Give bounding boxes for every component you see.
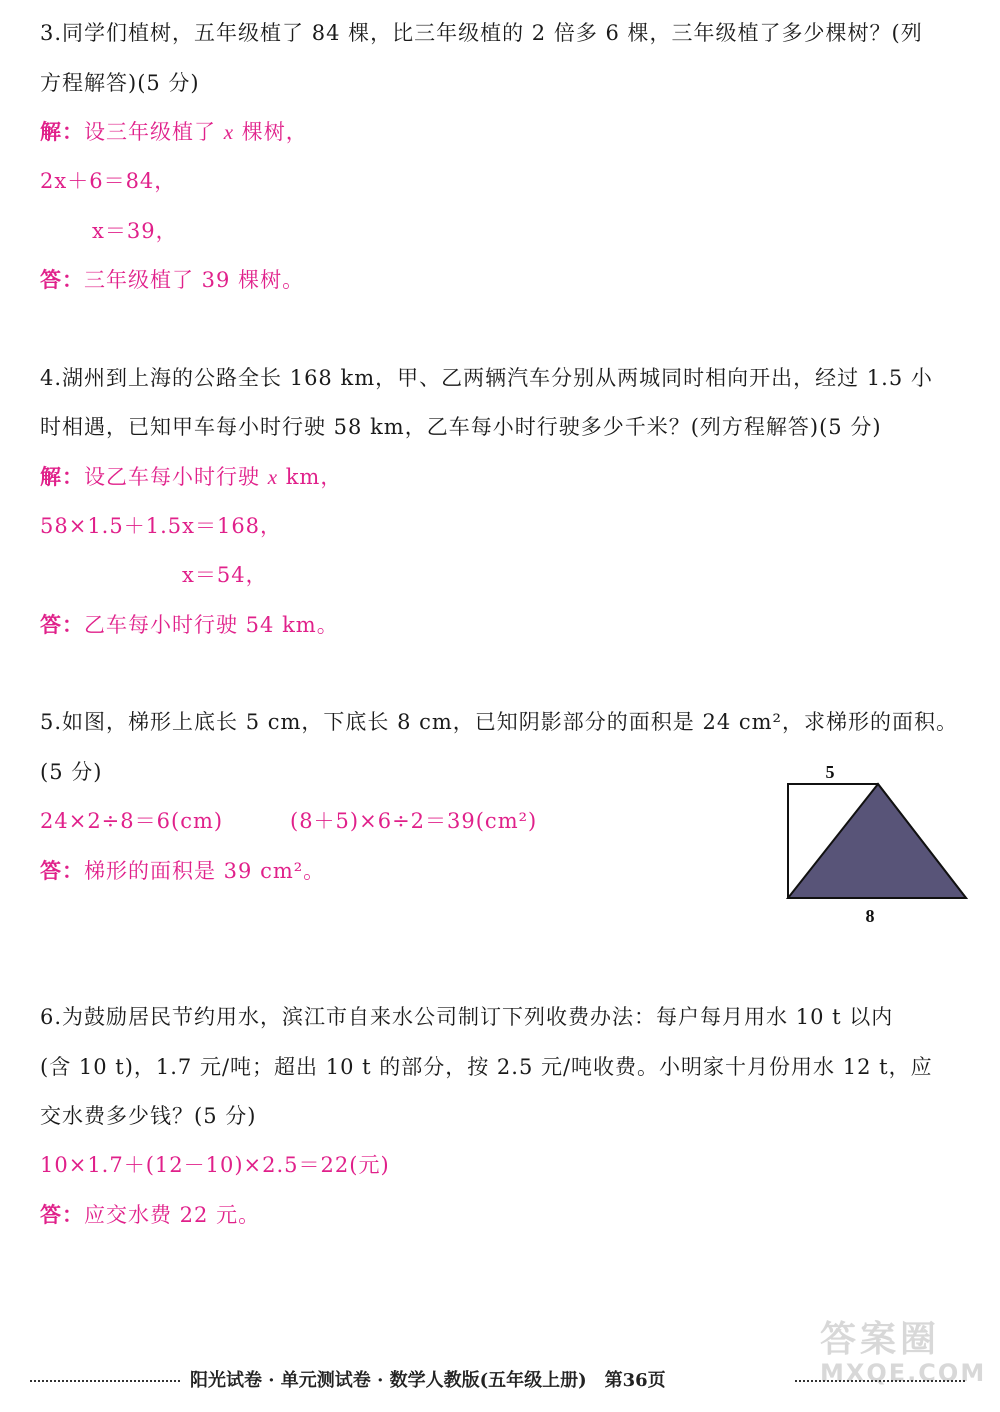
- q6-answer-equation: 10×1.7＋(12－10)×2.5＝22(元): [40, 1153, 390, 1177]
- q6-answer-conclusion: [40, 1200, 260, 1230]
- watermark-logo-text: 答案圈: [820, 1319, 941, 1360]
- answer-variable: x: [267, 465, 279, 489]
- figure-bottom-label: 8: [865, 906, 875, 926]
- answer-label: 解：: [40, 464, 84, 489]
- q3-line-2: 方程解答)(5 分): [40, 71, 200, 95]
- q5-answer-conclusion: [40, 856, 325, 886]
- footer-divider-right: [795, 1380, 965, 1382]
- answer-label: 答：: [40, 267, 84, 292]
- answer-text: 梯形的面积是 39 cm²。: [84, 859, 326, 883]
- q3-answer-solution: x＝39，: [92, 219, 178, 243]
- q5-answer-area: (8＋5)×6÷2＝39(cm²): [290, 809, 538, 833]
- q6-line-3: 交水费多少钱？(5 分): [40, 1104, 257, 1128]
- footer-text: 阳光试卷 · 单元测试卷 · 数学人教版(五年级上册) 第36页: [190, 1370, 666, 1391]
- q6-line-1: 6.为鼓励居民节约用水，滨江市自来水公司制订下列收费办法：每户每月用水 10 t 以内: [40, 1005, 894, 1029]
- answer-text: 乙车每小时行驶 54 km。: [84, 613, 339, 637]
- q4-line-2: 时相遇，已知甲车每小时行驶 58 km，乙车每小时行驶多少千米？(列方程解答)(5 分): [40, 415, 882, 439]
- q4-answer-setup: [40, 462, 342, 492]
- q4-line-1: 4.湖州到上海的公路全长 168 km，甲、乙两辆汽车分别从两城同时相向开出，经过 1.5 小: [40, 366, 933, 390]
- q4-answer-solution: x＝54，: [182, 563, 268, 587]
- answer-text: 应交水费 22 元。: [84, 1203, 261, 1227]
- q4-answer-equation: 58×1.5＋1.5x＝168，: [40, 514, 283, 538]
- q5-answer-height: 24×2÷8＝6(cm): [40, 809, 224, 833]
- answer-text: 设三年级植了: [84, 120, 224, 144]
- q5-line-2: (5 分): [40, 760, 103, 784]
- q6-line-2: (含 10 t)，1.7 元/吨；超出 10 t 的部分，按 2.5 元/吨收费。小明家十月份用水 12 t，应: [40, 1055, 933, 1079]
- watermark-url: MXQE.COM: [820, 1359, 987, 1387]
- answer-variable: x: [223, 120, 235, 144]
- q4-answer-conclusion: [40, 610, 339, 640]
- answer-label: 答：: [40, 612, 84, 637]
- q5-line-1: 5.如图，梯形上底长 5 cm，下底长 8 cm，已知阴影部分的面积是 24 cm²，求梯形的面积。: [40, 710, 958, 734]
- figure-top-label: 5: [825, 762, 835, 782]
- footer-divider-left: [30, 1380, 180, 1382]
- answer-label: 解：: [40, 119, 84, 144]
- answer-label: 答：: [40, 1202, 84, 1227]
- answer-label: 答：: [40, 858, 84, 883]
- page-footer: [30, 1366, 970, 1396]
- answer-text: 三年级植了 39 棵树。: [84, 268, 305, 292]
- trapezoid-figure: [780, 760, 980, 930]
- q3-line-1: 3.同学们植树，五年级植了 84 棵，比三年级植的 2 倍多 6 棵，三年级植了多少棵树？(列: [40, 21, 923, 45]
- q3-answer-setup: [40, 117, 308, 147]
- answer-text: 设乙车每小时行驶: [84, 465, 268, 489]
- answer-text-tail: 棵树，: [234, 120, 308, 144]
- q3-answer-conclusion: [40, 265, 304, 295]
- answer-text-tail: km，: [278, 465, 343, 489]
- q3-answer-equation: 2x＋6＝84，: [40, 169, 177, 193]
